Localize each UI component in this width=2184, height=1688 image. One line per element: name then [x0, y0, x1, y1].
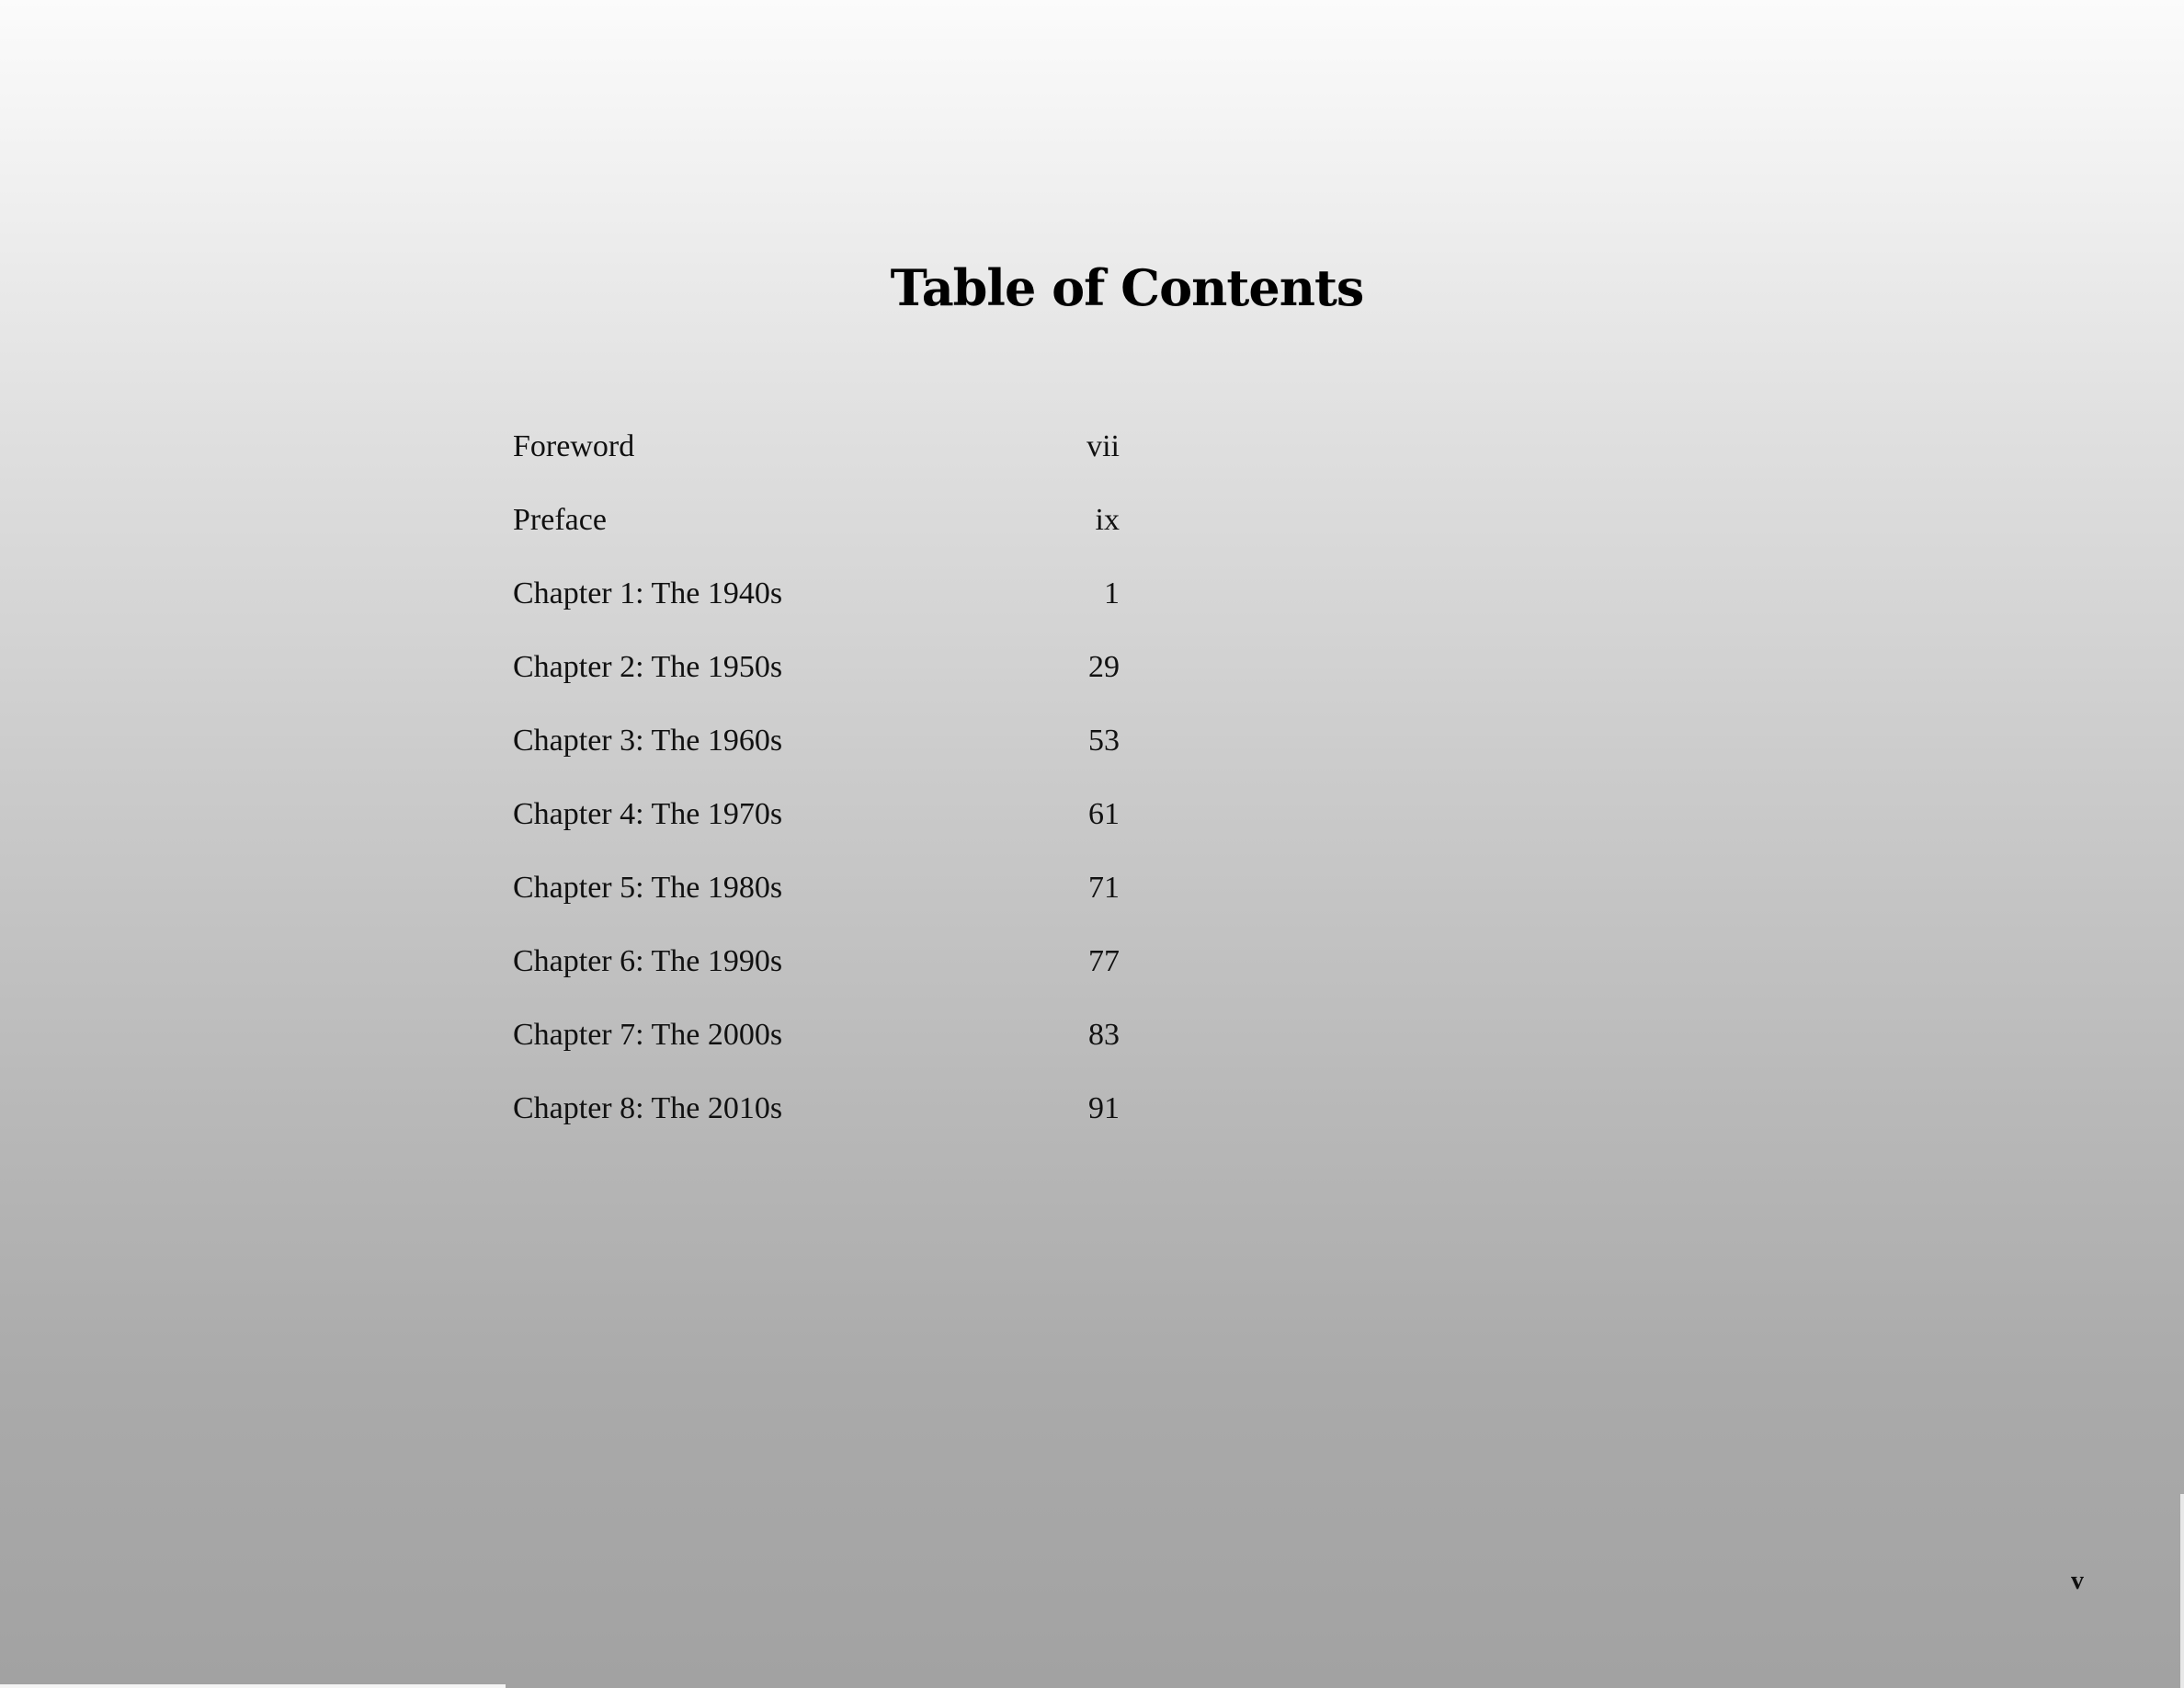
toc-entry-label: Chapter 6: The 1990s [513, 944, 783, 978]
page-edge-strip [2180, 1494, 2184, 1688]
toc-entry-label: Chapter 4: The 1970s [513, 797, 783, 831]
toc-entry-page-number: 77 [1088, 944, 1120, 978]
toc-entry-page-number: 61 [1088, 797, 1120, 831]
toc-entry-chapter-2 [513, 640, 1120, 713]
page-title: Table of Contents [890, 258, 1364, 317]
toc-entry-preface [513, 493, 1120, 566]
toc-entry-chapter-4 [513, 787, 1120, 861]
toc-entry-chapter-1 [513, 566, 1120, 640]
toc-entry-page-number: vii [1086, 429, 1120, 463]
toc-entry-label: Chapter 5: The 1980s [513, 871, 783, 905]
toc-entry-label: Chapter 3: The 1960s [513, 724, 783, 758]
toc-entry-page-number: 71 [1088, 871, 1120, 905]
toc-entry-label: Foreword [513, 429, 635, 463]
page-number: v [2071, 1567, 2084, 1595]
toc-entry-chapter-3 [513, 713, 1120, 787]
toc-entry-label: Chapter 8: The 2010s [513, 1091, 783, 1125]
toc-entry-label: Chapter 2: The 1950s [513, 650, 783, 684]
toc-entry-page-number: 1 [1104, 576, 1120, 610]
page-edge-strip [0, 1684, 506, 1688]
toc-entry-chapter-5 [513, 861, 1120, 934]
toc-entry-label: Chapter 1: The 1940s [513, 576, 783, 610]
toc-entry-page-number: 91 [1088, 1091, 1120, 1125]
toc-entry-page-number: 83 [1088, 1018, 1120, 1052]
toc-entry-label: Preface [513, 503, 607, 537]
toc-entry-foreword [513, 419, 1120, 493]
toc-entry-chapter-7 [513, 1008, 1120, 1081]
toc-entry-label: Chapter 7: The 2000s [513, 1018, 783, 1052]
toc-entry-chapter-6 [513, 934, 1120, 1008]
toc-entry-chapter-8 [513, 1081, 1120, 1155]
toc-entry-page-number: ix [1095, 503, 1120, 537]
toc-entry-page-number: 53 [1088, 724, 1120, 758]
toc-entry-page-number: 29 [1088, 650, 1120, 684]
table-of-contents [513, 419, 1120, 1155]
